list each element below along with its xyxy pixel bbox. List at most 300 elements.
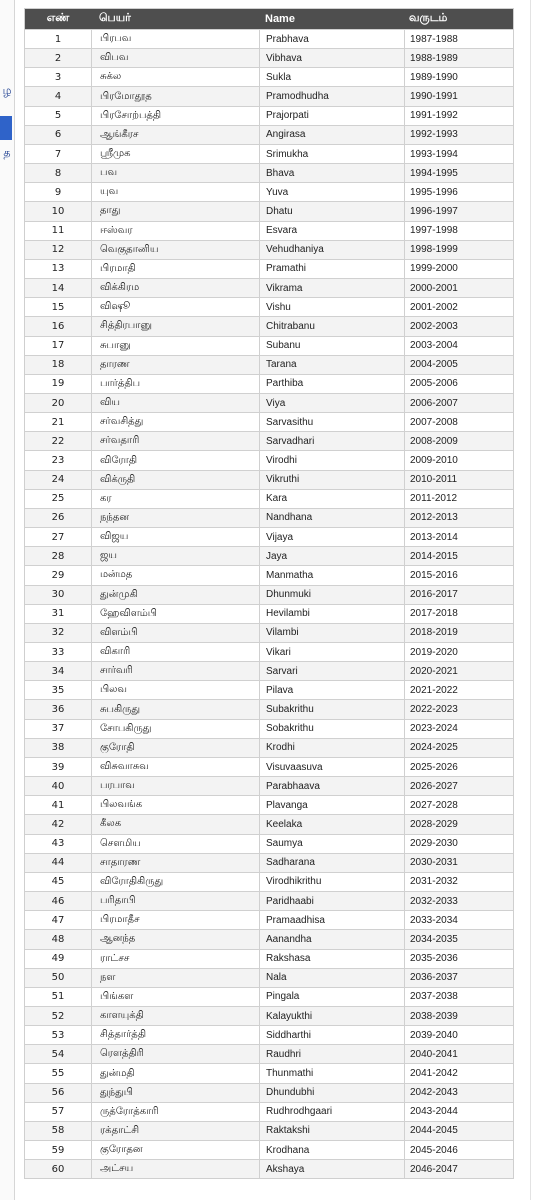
row-year: 1987-1988: [404, 30, 513, 48]
row-year: 2027-2028: [404, 796, 513, 814]
row-number: 23: [51, 455, 65, 467]
header-tamil-name: பெயர்: [99, 12, 131, 24]
row-name: Vehudhaniya: [259, 241, 404, 259]
row-number: 45: [51, 876, 65, 888]
table-header: [25, 9, 513, 29]
row-tamil-name: விபவ: [91, 49, 259, 67]
row-tamil-name: ரௌத்திரி: [91, 1045, 259, 1063]
row-year: 1994-1995: [404, 164, 513, 182]
row-number: 3: [54, 71, 62, 83]
row-name: Plavanga: [259, 796, 404, 814]
row-tamil-name: ஆங்கீரச: [91, 126, 259, 144]
row-year: 2024-2025: [404, 739, 513, 757]
row-name: Vikari: [259, 643, 404, 661]
row-name: Krodhi: [259, 739, 404, 757]
row-year: 2009-2010: [404, 451, 513, 469]
table-row: [25, 1025, 513, 1044]
row-name: Rudhrodhgaari: [259, 1103, 404, 1121]
row-name: Tarana: [259, 356, 404, 374]
row-number: 7: [54, 148, 62, 160]
table-row: [25, 623, 513, 642]
row-name: Pramathi: [259, 260, 404, 278]
row-year: 1993-1994: [404, 145, 513, 163]
table-row: [25, 470, 513, 489]
row-name: Pramodhudha: [259, 87, 404, 105]
row-name: Esvara: [259, 222, 404, 240]
row-name: Dhundubhi: [259, 1084, 404, 1102]
row-tamil-name: நள: [91, 969, 259, 987]
table-row: [25, 355, 513, 374]
row-year: 2045-2046: [404, 1141, 513, 1159]
row-year: 2030-2031: [404, 854, 513, 872]
row-number: 21: [51, 416, 65, 428]
row-year: 2005-2006: [404, 375, 513, 393]
row-name: Parabhaava: [259, 777, 404, 795]
row-name: Visuvaasuva: [259, 758, 404, 776]
row-number: 37: [51, 723, 65, 735]
row-year: 2025-2026: [404, 758, 513, 776]
row-name: Sarvasithu: [259, 413, 404, 431]
row-tamil-name: சுபானு: [91, 337, 259, 355]
header-year: வருடம்: [409, 12, 448, 24]
row-tamil-name: மன்மத: [91, 566, 259, 584]
row-tamil-name: சர்வசித்து: [91, 413, 259, 431]
row-tamil-name: பிலவங்க: [91, 796, 259, 814]
row-name: Akshaya: [259, 1160, 404, 1178]
row-year: 2022-2023: [404, 700, 513, 718]
row-tamil-name: துந்துபி: [91, 1084, 259, 1102]
row-name: Vishu: [259, 298, 404, 316]
row-number: 10: [51, 205, 65, 217]
row-number: 25: [51, 493, 65, 505]
row-year: 2008-2009: [404, 432, 513, 450]
row-name: Kara: [259, 490, 404, 508]
row-name: Thunmathi: [259, 1064, 404, 1082]
row-year: 2007-2008: [404, 413, 513, 431]
row-year: 2044-2045: [404, 1122, 513, 1140]
table-row: [25, 642, 513, 661]
row-year: 1991-1992: [404, 107, 513, 125]
row-number: 17: [51, 340, 65, 352]
row-year: 1997-1998: [404, 222, 513, 240]
row-name: Pilava: [259, 681, 404, 699]
row-year: 1998-1999: [404, 241, 513, 259]
row-tamil-name: பவ: [91, 164, 259, 182]
row-name: Nandhana: [259, 509, 404, 527]
row-name: Manmatha: [259, 566, 404, 584]
row-year: 2021-2022: [404, 681, 513, 699]
row-name: Raudhri: [259, 1045, 404, 1063]
row-number: 46: [51, 895, 65, 907]
row-number: 35: [51, 684, 65, 696]
row-name: Vijaya: [259, 528, 404, 546]
table-row: [25, 412, 513, 431]
row-number: 1: [54, 33, 62, 45]
row-tamil-name: ஹேவிளம்பி: [91, 605, 259, 623]
table-row: [25, 585, 513, 604]
row-name: Sadharana: [259, 854, 404, 872]
table-row: [25, 604, 513, 623]
row-number: 59: [51, 1144, 65, 1156]
row-year: 2015-2016: [404, 566, 513, 584]
row-year: 1990-1991: [404, 87, 513, 105]
row-year: 2004-2005: [404, 356, 513, 374]
table-row: [25, 814, 513, 833]
row-tamil-name: விரோதிகிருது: [91, 873, 259, 891]
row-number: 5: [54, 110, 62, 122]
row-number: 43: [51, 838, 65, 850]
row-name: Raktakshi: [259, 1122, 404, 1140]
row-tamil-name: விரோதி: [91, 451, 259, 469]
row-number: 54: [51, 1048, 65, 1060]
row-year: 2031-2032: [404, 873, 513, 891]
row-number: 29: [51, 569, 65, 581]
row-number: 13: [51, 263, 65, 275]
table-row: [25, 910, 513, 929]
row-name: Yuva: [259, 183, 404, 201]
row-number: 56: [51, 1087, 65, 1099]
row-number: 52: [51, 1010, 65, 1022]
row-tamil-name: சுபகிருது: [91, 700, 259, 718]
row-name: Sarvadhari: [259, 432, 404, 450]
row-tamil-name: சித்தார்த்தி: [91, 1026, 259, 1044]
row-year: 2033-2034: [404, 911, 513, 929]
table-row: [25, 891, 513, 910]
row-number: 44: [51, 857, 65, 869]
row-name: Virodhikrithu: [259, 873, 404, 891]
page-divider: [530, 0, 531, 1200]
row-name: Vibhava: [259, 49, 404, 67]
table-row: [25, 757, 513, 776]
table-row: [25, 1140, 513, 1159]
row-year: 2000-2001: [404, 279, 513, 297]
row-name: Nala: [259, 969, 404, 987]
row-tamil-name: பரிதாபி: [91, 892, 259, 910]
row-year: 2039-2040: [404, 1026, 513, 1044]
row-name: Kalayukthi: [259, 1007, 404, 1025]
row-number: 50: [51, 972, 65, 984]
table-row: [25, 699, 513, 718]
row-name: Srimukha: [259, 145, 404, 163]
row-year: 2029-2030: [404, 835, 513, 853]
row-tamil-name: பிரமாதீச: [91, 911, 259, 929]
row-name: Chitrabanu: [259, 317, 404, 335]
table-row: [25, 163, 513, 182]
row-number: 39: [51, 761, 65, 773]
row-number: 8: [54, 167, 62, 179]
row-name: Sarvari: [259, 662, 404, 680]
row-tamil-name: பிரமாதி: [91, 260, 259, 278]
row-year: 2040-2041: [404, 1045, 513, 1063]
table-row: [25, 872, 513, 891]
row-number: 18: [51, 359, 65, 371]
row-year: 2006-2007: [404, 394, 513, 412]
row-tamil-name: கீலக: [91, 815, 259, 833]
row-year: 1989-1990: [404, 68, 513, 86]
row-name: Krodhana: [259, 1141, 404, 1159]
row-name: Subanu: [259, 337, 404, 355]
row-name: Aanandha: [259, 930, 404, 948]
row-year: 2017-2018: [404, 605, 513, 623]
table-row: [25, 67, 513, 86]
table-row: [25, 508, 513, 527]
row-tamil-name: விக்ருதி: [91, 471, 259, 489]
row-year: 2010-2011: [404, 471, 513, 489]
row-tamil-name: ஈஸ்வர: [91, 222, 259, 240]
row-number: 58: [51, 1125, 65, 1137]
row-year: 2026-2027: [404, 777, 513, 795]
table-row: [25, 853, 513, 872]
row-number: 26: [51, 512, 65, 524]
row-number: 6: [54, 129, 62, 141]
row-number: 36: [51, 704, 65, 716]
row-tamil-name: காளயுக்தி: [91, 1007, 259, 1025]
table-row: [25, 738, 513, 757]
table-row: [25, 240, 513, 259]
row-name: Siddharthi: [259, 1026, 404, 1044]
row-name: Prajorpati: [259, 107, 404, 125]
row-name: Paridhaabi: [259, 892, 404, 910]
row-number: 51: [51, 991, 65, 1003]
table-row: [25, 546, 513, 565]
row-year: 2020-2021: [404, 662, 513, 680]
row-number: 20: [51, 397, 65, 409]
row-tamil-name: பிலவ: [91, 681, 259, 699]
row-tamil-name: ராட்சச: [91, 950, 259, 968]
row-year: 2019-2020: [404, 643, 513, 661]
table-row: [25, 106, 513, 125]
row-name: Saumya: [259, 835, 404, 853]
row-year: 2034-2035: [404, 930, 513, 948]
row-year: 1988-1989: [404, 49, 513, 67]
table-row: [25, 565, 513, 584]
row-tamil-name: ஜய: [91, 547, 259, 565]
row-name: Bhava: [259, 164, 404, 182]
table-row: [25, 949, 513, 968]
row-number: 47: [51, 914, 65, 926]
row-name: Vilambi: [259, 624, 404, 642]
row-number: 60: [51, 1163, 65, 1175]
row-tamil-name: சார்வரி: [91, 662, 259, 680]
row-tamil-name: சோபகிருது: [91, 720, 259, 738]
header-name: Name: [265, 13, 295, 25]
row-tamil-name: பிரசோற்பத்தி: [91, 107, 259, 125]
row-year: 2032-2033: [404, 892, 513, 910]
row-tamil-name: விக்கிரம: [91, 279, 259, 297]
row-year: 1992-1993: [404, 126, 513, 144]
row-number: 31: [51, 608, 65, 620]
tamil-years-table: [24, 8, 514, 1179]
row-name: Subakrithu: [259, 700, 404, 718]
table-row: [25, 795, 513, 814]
left-sidebar-strip: [0, 0, 15, 1200]
table-row: [25, 1044, 513, 1063]
row-tamil-name: பிரபவ: [91, 30, 259, 48]
row-tamil-name: தாரண: [91, 356, 259, 374]
row-number: 53: [51, 1029, 65, 1041]
row-number: 38: [51, 742, 65, 754]
row-name: Dhatu: [259, 202, 404, 220]
row-name: Sukla: [259, 68, 404, 86]
row-number: 27: [51, 531, 65, 543]
row-tamil-name: பார்த்திப: [91, 375, 259, 393]
row-name: Vikruthi: [259, 471, 404, 489]
row-tamil-name: கர: [91, 490, 259, 508]
table-row: [25, 144, 513, 163]
table-row: [25, 1063, 513, 1082]
row-year: 2036-2037: [404, 969, 513, 987]
row-name: Prabhava: [259, 30, 404, 48]
row-year: 2042-2043: [404, 1084, 513, 1102]
row-tamil-name: விசுவாசுவ: [91, 758, 259, 776]
row-name: Vikrama: [259, 279, 404, 297]
row-name: Pramaadhisa: [259, 911, 404, 929]
table-row: [25, 259, 513, 278]
row-number: 40: [51, 780, 65, 792]
table-row: [25, 182, 513, 201]
table-row: [25, 1102, 513, 1121]
row-name: Virodhi: [259, 451, 404, 469]
table-row: [25, 393, 513, 412]
table-row: [25, 336, 513, 355]
table-row: [25, 987, 513, 1006]
row-name: Parthiba: [259, 375, 404, 393]
row-tamil-name: துன்மதி: [91, 1064, 259, 1082]
row-year: 2038-2039: [404, 1007, 513, 1025]
row-tamil-name: சௌமிய: [91, 835, 259, 853]
row-tamil-name: அட்சய: [91, 1160, 259, 1178]
row-tamil-name: ஆனந்த: [91, 930, 259, 948]
row-name: Rakshasa: [259, 950, 404, 968]
table-body: [25, 29, 513, 1178]
table-row: [25, 929, 513, 948]
row-tamil-name: தாது: [91, 202, 259, 220]
table-row: [25, 125, 513, 144]
table-row: [25, 29, 513, 48]
row-number: 24: [51, 474, 65, 486]
row-tamil-name: பரபாவ: [91, 777, 259, 795]
row-number: 15: [51, 301, 65, 313]
row-name: Dhunmuki: [259, 586, 404, 604]
row-tamil-name: பிங்கள: [91, 988, 259, 1006]
sidebar-char-1[interactable]: ழ: [2, 84, 12, 97]
row-name: Viya: [259, 394, 404, 412]
row-number: 49: [51, 953, 65, 965]
row-year: 2003-2004: [404, 337, 513, 355]
row-tamil-name: சித்திரபானு: [91, 317, 259, 335]
row-number: 12: [51, 244, 65, 256]
row-year: 2041-2042: [404, 1064, 513, 1082]
table-row: [25, 527, 513, 546]
row-year: 2046-2047: [404, 1160, 513, 1178]
row-year: 2012-2013: [404, 509, 513, 527]
row-number: 4: [54, 91, 62, 103]
table-row: [25, 661, 513, 680]
table-row: [25, 489, 513, 508]
row-tamil-name: விளம்பி: [91, 624, 259, 642]
row-name: Angirasa: [259, 126, 404, 144]
row-number: 30: [51, 589, 65, 601]
row-year: 2043-2044: [404, 1103, 513, 1121]
row-number: 32: [51, 627, 65, 639]
row-number: 42: [51, 818, 65, 830]
table-row: [25, 278, 513, 297]
table-row: [25, 201, 513, 220]
table-row: [25, 968, 513, 987]
row-tamil-name: விகாரி: [91, 643, 259, 661]
table-row: [25, 374, 513, 393]
row-tamil-name: குரோதி: [91, 739, 259, 757]
row-name: Hevilambi: [259, 605, 404, 623]
row-tamil-name: யுவ: [91, 183, 259, 201]
sidebar-active-marker[interactable]: [0, 116, 12, 140]
row-year: 2001-2002: [404, 298, 513, 316]
row-name: Keelaka: [259, 815, 404, 833]
row-tamil-name: சாதாரண: [91, 854, 259, 872]
row-year: 2014-2015: [404, 547, 513, 565]
table-row: [25, 431, 513, 450]
row-number: 14: [51, 282, 65, 294]
row-number: 2: [54, 52, 62, 64]
row-number: 48: [51, 933, 65, 945]
table-row: [25, 86, 513, 105]
table-row: [25, 1159, 513, 1178]
table-row: [25, 719, 513, 738]
row-year: 1999-2000: [404, 260, 513, 278]
row-year: 1996-1997: [404, 202, 513, 220]
row-tamil-name: ஸ்ரீமுக: [91, 145, 259, 163]
row-year: 2018-2019: [404, 624, 513, 642]
row-tamil-name: சர்வதாரி: [91, 432, 259, 450]
row-tamil-name: விஜய: [91, 528, 259, 546]
table-row: [25, 316, 513, 335]
row-tamil-name: விஷூ: [91, 298, 259, 316]
table-row: [25, 450, 513, 469]
table-row: [25, 776, 513, 795]
table-row: [25, 834, 513, 853]
row-name: Jaya: [259, 547, 404, 565]
row-year: 2011-2012: [404, 490, 513, 508]
row-name: Sobakrithu: [259, 720, 404, 738]
row-year: 2013-2014: [404, 528, 513, 546]
table-row: [25, 297, 513, 316]
row-tamil-name: சுக்ல: [91, 68, 259, 86]
table-row: [25, 680, 513, 699]
row-year: 2016-2017: [404, 586, 513, 604]
row-number: 16: [51, 320, 65, 332]
row-number: 11: [51, 225, 65, 237]
row-number: 22: [51, 435, 65, 447]
row-year: 2028-2029: [404, 815, 513, 833]
row-name: Pingala: [259, 988, 404, 1006]
row-tamil-name: பிரமோதூத: [91, 87, 259, 105]
header-number: எண்: [46, 12, 70, 24]
row-tamil-name: குரோதன: [91, 1141, 259, 1159]
table-row: [25, 221, 513, 240]
row-number: 28: [51, 550, 65, 562]
row-year: 2035-2036: [404, 950, 513, 968]
row-tamil-name: விய: [91, 394, 259, 412]
row-tamil-name: ரக்தாட்சி: [91, 1122, 259, 1140]
row-tamil-name: வெகுதானிய: [91, 241, 259, 259]
row-tamil-name: துன்முகி: [91, 586, 259, 604]
sidebar-char-2[interactable]: த: [3, 146, 11, 159]
row-year: 2023-2024: [404, 720, 513, 738]
row-number: 33: [51, 646, 65, 658]
row-tamil-name: நந்தன: [91, 509, 259, 527]
row-number: 57: [51, 1106, 65, 1118]
row-number: 19: [51, 378, 65, 390]
